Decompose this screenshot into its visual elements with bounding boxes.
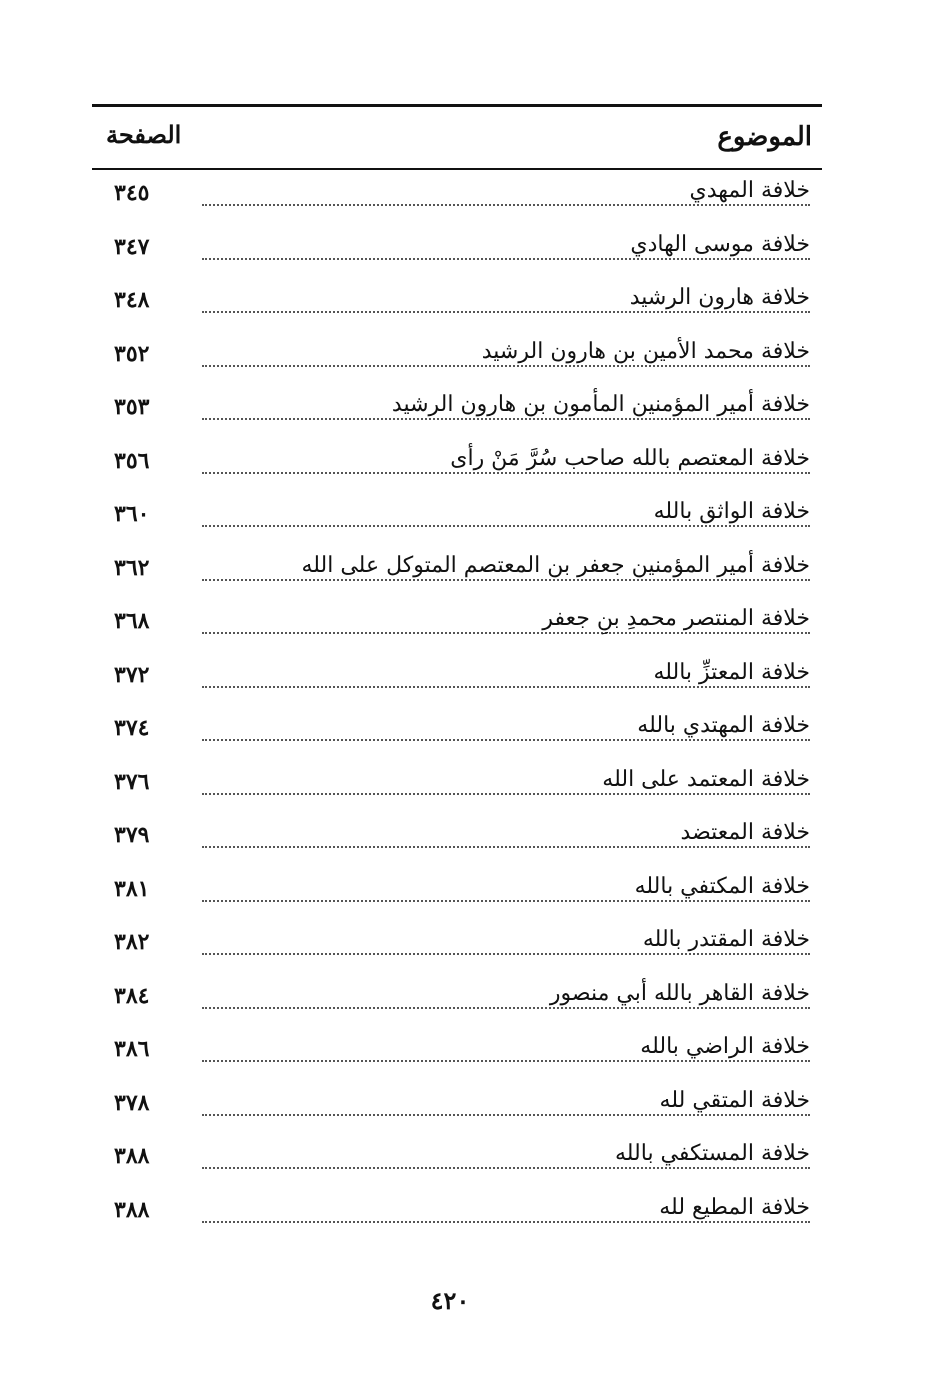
entry-title: خلافة المهدي — [684, 178, 810, 203]
entry-page-number: ٣٧٦ — [114, 768, 150, 795]
entry-title: خلافة موسى الهادي — [624, 232, 810, 257]
toc-entry — [92, 866, 822, 920]
toc-entry — [92, 759, 822, 813]
entry-title: خلافة المكتفي بالله — [629, 874, 810, 899]
leader-dots — [202, 1007, 810, 1009]
leader-dots — [202, 900, 810, 902]
entry-page-number: ٣٥٦ — [114, 447, 150, 474]
entry-title: خلافة المطيع لله — [653, 1195, 810, 1220]
leader-dots — [202, 1060, 810, 1062]
entry-page-number: ٣٨٦ — [114, 1036, 150, 1062]
leader-dots — [202, 472, 810, 474]
leader-dots — [202, 1221, 810, 1223]
toc-entry — [92, 919, 822, 973]
entry-page-number: ٣٤٨ — [114, 287, 150, 313]
leader-dots — [202, 418, 810, 420]
entry-title: خلافة المعتضد — [675, 820, 810, 845]
entry-title: خلافة المعتصم بالله صاحب سُرَّ مَنْ رأى — [444, 446, 810, 471]
entry-page-number: ٣٨٤ — [114, 982, 150, 1009]
leader-dots — [202, 365, 810, 367]
entry-page-number: ٣٥٢ — [114, 340, 150, 367]
leader-dots — [202, 311, 810, 313]
entry-page-number: ٣٧٤ — [114, 715, 150, 741]
entry-page-number: ٣٦٢ — [114, 554, 150, 581]
leader-dots — [202, 525, 810, 527]
entry-title: خلافة هارون الرشيد — [624, 285, 810, 310]
toc-entry — [92, 652, 822, 706]
entry-page-number: ٣٤٥ — [114, 180, 150, 206]
toc-entry — [92, 1187, 822, 1241]
toc-entry — [92, 224, 822, 278]
entry-title: خلافة أمير المؤمنين جعفر بن المعتصم المتوكل على الله — [295, 553, 810, 578]
leader-dots — [202, 793, 810, 795]
entry-page-number: ٣٨٨ — [114, 1196, 150, 1223]
toc-entry — [92, 170, 822, 224]
leader-dots — [202, 686, 810, 688]
entry-title: خلافة المعتزِّ بالله — [647, 660, 810, 685]
leader-dots — [202, 579, 810, 581]
entry-title: خلافة الراضي بالله — [634, 1034, 810, 1059]
entry-page-number: ٣٨٢ — [114, 929, 150, 955]
toc-entry — [92, 973, 822, 1027]
entry-title: خلافة أمير المؤمنين المأمون بن هارون الرشيد — [386, 392, 810, 417]
entry-page-number: ٣٧٢ — [114, 661, 150, 688]
entry-title: خلافة المقتدر بالله — [637, 927, 810, 952]
toc-entry — [92, 705, 822, 759]
toc-entry — [92, 545, 822, 599]
page-column-heading: الصفحة — [106, 120, 182, 149]
toc-entry — [92, 1026, 822, 1080]
toc-entry — [92, 812, 822, 866]
toc-entry — [92, 598, 822, 652]
entry-page-number: ٣٤٧ — [114, 233, 150, 260]
entry-page-number: ٣٨١ — [114, 875, 150, 902]
toc-entry — [92, 331, 822, 385]
leader-dots — [202, 1167, 810, 1169]
entry-title: خلافة القاهر بالله أبي منصور — [544, 981, 810, 1006]
entry-title: خلافة المستكفي بالله — [609, 1141, 810, 1166]
top-rule — [92, 104, 822, 107]
entry-title: خلافة المعتمد على الله — [596, 767, 810, 792]
toc-entry — [92, 384, 822, 438]
toc-entry — [92, 1133, 822, 1187]
toc-entry — [92, 438, 822, 492]
leader-dots — [202, 846, 810, 848]
toc-header — [92, 116, 822, 164]
toc-entries — [92, 170, 822, 1240]
entry-title: خلافة المهتدي بالله — [631, 713, 810, 738]
entry-title: خلافة محمد الأمين بن هارون الرشيد — [476, 339, 810, 364]
entry-page-number: ٣٧٩ — [114, 822, 150, 848]
entry-page-number: ٣٧٨ — [114, 1089, 150, 1116]
page-number: ٤٢٠ — [430, 1286, 470, 1315]
entry-title: خلافة المتقي لله — [654, 1088, 810, 1113]
entry-page-number: ٣٦٠ — [114, 501, 150, 527]
entry-page-number: ٣٦٨ — [114, 608, 150, 634]
toc-entry — [92, 1080, 822, 1134]
leader-dots — [202, 204, 810, 206]
toc-entry — [92, 491, 822, 545]
toc-entry — [92, 277, 822, 331]
leader-dots — [202, 258, 810, 260]
leader-dots — [202, 1114, 810, 1116]
entry-page-number: ٣٥٣ — [114, 394, 150, 420]
entry-title: خلافة الواثق بالله — [648, 499, 810, 524]
leader-dots — [202, 739, 810, 741]
entry-title: خلافة المنتصر محمدِ بنِ جعفر — [536, 606, 810, 631]
leader-dots — [202, 953, 810, 955]
entry-page-number: ٣٨٨ — [114, 1143, 150, 1169]
topic-column-heading: الموضوع — [717, 122, 812, 152]
leader-dots — [202, 632, 810, 634]
